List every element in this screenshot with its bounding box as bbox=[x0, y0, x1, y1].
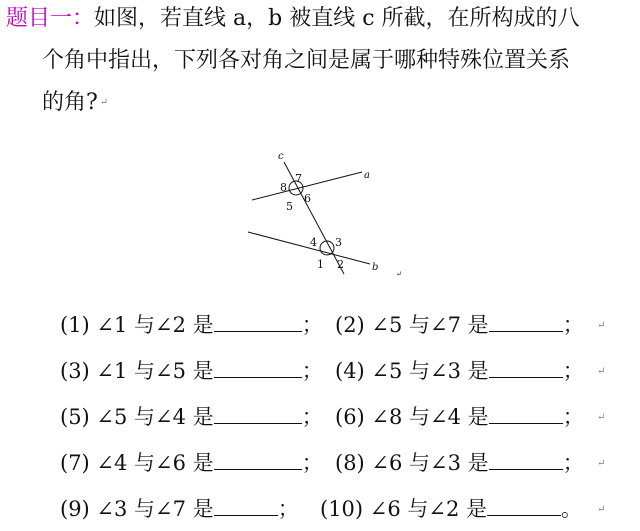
label-a: a bbox=[364, 170, 370, 181]
answer-blank-1[interactable] bbox=[214, 309, 302, 332]
figure-paragraph-mark-icon: ↵ bbox=[396, 270, 402, 278]
paragraph-mark-icon: ↵ bbox=[597, 320, 606, 331]
angle-3: 3 bbox=[335, 236, 342, 249]
problem-line-1 bbox=[6, 4, 580, 34]
answer-blank-10[interactable] bbox=[487, 493, 561, 516]
problem-line-2 bbox=[42, 46, 570, 76]
paragraph-mark-icon: ↵ bbox=[597, 366, 606, 377]
angle-5: 5 bbox=[286, 200, 293, 213]
answer-blank-6[interactable] bbox=[489, 401, 563, 424]
answer-blank-8[interactable] bbox=[489, 447, 563, 470]
question-2: (2) ∠5 与∠7 是 ； bbox=[335, 309, 584, 340]
answer-blank-7[interactable] bbox=[214, 447, 302, 470]
problem-text-3: 的角? bbox=[42, 90, 98, 115]
geometry-figure bbox=[240, 148, 410, 278]
answer-blank-4[interactable] bbox=[489, 355, 563, 378]
question-8: (8) ∠6 与∠3 是 ； bbox=[335, 447, 584, 478]
paragraph-mark-icon: ↵ bbox=[99, 97, 109, 108]
question-1: (1) ∠1 与∠2 是 ； bbox=[60, 309, 323, 340]
label-b: b bbox=[372, 262, 379, 273]
angle-7: 7 bbox=[295, 172, 302, 185]
answer-blank-3[interactable] bbox=[214, 355, 302, 378]
answer-blank-5[interactable] bbox=[214, 401, 302, 424]
question-3: (3) ∠1 与∠5 是 ； bbox=[60, 355, 323, 386]
angle-4: 4 bbox=[310, 236, 317, 249]
paragraph-mark-icon: ↵ bbox=[597, 458, 606, 469]
paragraph-mark-icon: ↵ bbox=[597, 412, 606, 423]
answer-blank-2[interactable] bbox=[489, 309, 563, 332]
problem-line-3 bbox=[42, 88, 108, 118]
angle-6: 6 bbox=[304, 192, 311, 205]
question-9: (9) ∠3 与∠7 是 ； bbox=[60, 493, 299, 524]
problem-text-1: 如图，若直线 a，b 被直线 c 所截，在所构成的八 bbox=[94, 6, 580, 31]
angle-2: 2 bbox=[337, 258, 344, 271]
line-b bbox=[248, 232, 370, 264]
question-10: (10) ∠6 与∠2 是 。 bbox=[320, 493, 582, 524]
problem-label: 题目一： bbox=[6, 6, 95, 31]
paragraph-mark-icon: ↵ bbox=[597, 504, 606, 515]
problem-text-2: 个角中指出，下列各对角之间是属于哪种特殊位置关系 bbox=[42, 48, 571, 73]
angle-1: 1 bbox=[317, 258, 324, 271]
question-4: (4) ∠5 与∠3 是 ； bbox=[335, 355, 584, 386]
label-c: c bbox=[278, 151, 284, 162]
question-5: (5) ∠5 与∠4 是 ； bbox=[60, 401, 323, 432]
answer-blank-9[interactable] bbox=[214, 493, 278, 516]
angle-8: 8 bbox=[280, 181, 287, 194]
question-6: (6) ∠8 与∠4 是 ； bbox=[335, 401, 584, 432]
question-7: (7) ∠4 与∠6 是 ； bbox=[60, 447, 323, 478]
